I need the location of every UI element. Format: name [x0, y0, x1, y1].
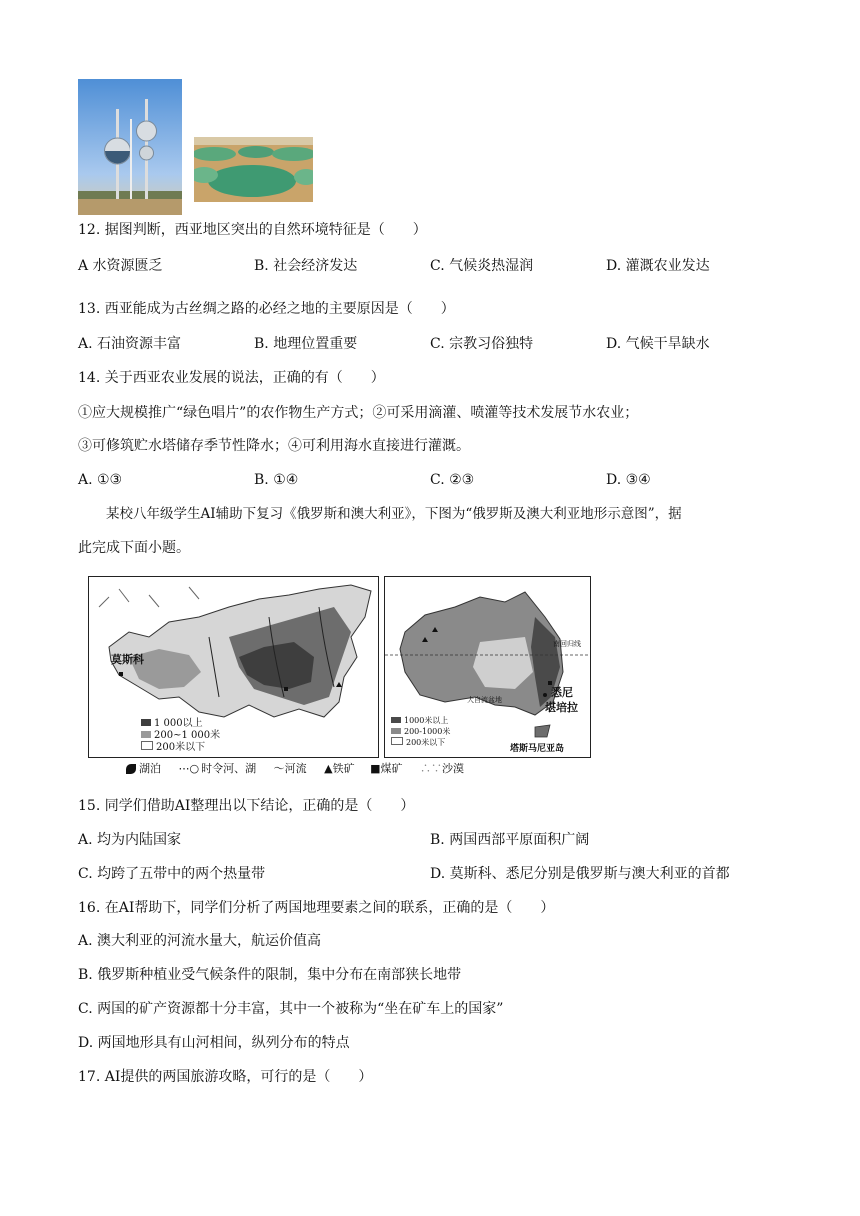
legend-river-label: 河流: [284, 762, 307, 775]
legend-desert-label: 沙漠: [441, 762, 464, 775]
q15-option-d: D. 莫斯科、悉尼分别是俄罗斯与澳大利亚的首都: [430, 866, 730, 882]
sydney-label: 悉尼: [551, 686, 573, 699]
iron-ore-icon: ▲: [324, 762, 333, 775]
legend-coal-label: 煤矿: [380, 762, 403, 775]
russia-legend-low-label: 200米以下: [156, 742, 206, 753]
question-16-stem: 16. 在AI帮助下，同学们分析了两国地理要素之间的联系，正确的是（ ）: [78, 900, 555, 916]
q16-option-b: B. 俄罗斯种植业受气候条件的限制，集中分布在南部狭长地带: [78, 967, 462, 983]
aus-legend-mid: [391, 726, 450, 737]
q16-option-a: A. 澳大利亚的河流水量大，航运价值高: [78, 933, 322, 949]
aus-legend-low: [391, 737, 445, 748]
aus-legend-high: [391, 715, 448, 726]
question-14-stem: 14. 关于西亚农业发展的说法，正确的有（ ）: [78, 370, 385, 386]
coal-icon: ■: [370, 762, 381, 775]
q16-option-d: D. 两国地形具有山河相间，纵列分布的特点: [78, 1035, 350, 1051]
tasmania-label: 塔斯马尼亚岛: [510, 744, 565, 754]
question-15-stem: 15. 同学们借助AI整理出以下结论，正确的是（ ）: [78, 798, 415, 814]
material-intro-line-2: 此完成下面小题。: [78, 540, 190, 556]
tropic-line-label: 南回归线: [553, 640, 581, 648]
q15-option-c: C. 均跨了五带中的两个热量带: [78, 866, 266, 882]
q16-option-c: C. 两国的矿产资源都十分丰富，其中一个被称为“坐在矿车上的国家”: [78, 1001, 504, 1017]
q13-option-a: A. 石油资源丰富: [78, 336, 182, 352]
q14-statement-line-1: ①应大规模推广“绿色唱片”的农作物生产方式；②可采用滴灌、喷灌等技术发展节水农业；: [78, 405, 639, 421]
q15-option-a: A. 均为内陆国家: [78, 832, 182, 848]
legend-seasonal-label: 时令河、湖: [201, 762, 257, 775]
q14-option-a: A. ①③: [78, 472, 123, 488]
great-artesian-basin-label: 大自流盆地: [467, 696, 502, 704]
aus-legend-high-label: 1000米以上: [404, 716, 449, 725]
aus-legend-mid-label: 200-1000米: [404, 727, 451, 736]
q14-option-c: C. ②③: [430, 472, 475, 488]
q12-option-b: B. 社会经济发达: [254, 258, 358, 274]
q12-option-c: C. 气候炎热湿润: [430, 258, 534, 274]
river-icon: 〜: [273, 762, 285, 775]
q13-option-d: D. 气候干旱缺水: [606, 336, 710, 352]
q15-option-b: B. 两国西部平原面积广阔: [430, 832, 590, 848]
canberra-label: 堪培拉: [545, 701, 578, 714]
q14-option-d: D. ③④: [606, 472, 651, 488]
russia-terrain-map: [88, 576, 379, 758]
q14-option-b: B. ①④: [254, 472, 299, 488]
kuwait-towers-photo: [78, 79, 182, 215]
question-17-stem: 17. AI提供的两国旅游攻略，可行的是（ ）: [78, 1069, 373, 1085]
desert-icon: ∴∵: [419, 762, 442, 775]
seasonal-river-icon: ⋯○: [178, 762, 200, 775]
legend-lake-label: 湖泊: [139, 762, 161, 775]
russia-legend-low: [141, 741, 205, 755]
question-13-stem: 13. 西亚能成为古丝绸之路的必经之地的主要原因是（ ）: [78, 301, 455, 317]
russia-legend-high-label: 1 000以上: [154, 718, 203, 729]
q12-option-d: D. 灌溉农业发达: [606, 258, 710, 274]
lake-icon: [126, 764, 136, 774]
map-bottom-legend: [126, 760, 586, 778]
question-12-stem: 12. 据图判断，西亚地区突出的自然环境特征是（ ）: [78, 222, 427, 238]
russia-legend-mid-label: 200~1 000米: [154, 730, 221, 741]
moscow-label: 莫斯科: [111, 653, 144, 666]
legend-iron-label: 铁矿: [332, 762, 355, 775]
q13-option-b: B. 地理位置重要: [254, 336, 358, 352]
aus-legend-low-label: 200米以下: [406, 738, 446, 747]
q14-statement-line-2: ③可修筑贮水塔储存季节性降水；④可利用海水直接进行灌溉。: [78, 438, 470, 454]
center-pivot-irrigation-photo: [194, 137, 313, 202]
australia-terrain-map: [384, 576, 591, 758]
q12-option-a: A 水资源匮乏: [78, 258, 163, 274]
q13-option-c: C. 宗教习俗独特: [430, 336, 534, 352]
material-intro-line-1: 某校八年级学生AI辅助下复习《俄罗斯和澳大利亚》，下图为“俄罗斯及澳大利亚地形示意图”，据: [106, 506, 682, 522]
